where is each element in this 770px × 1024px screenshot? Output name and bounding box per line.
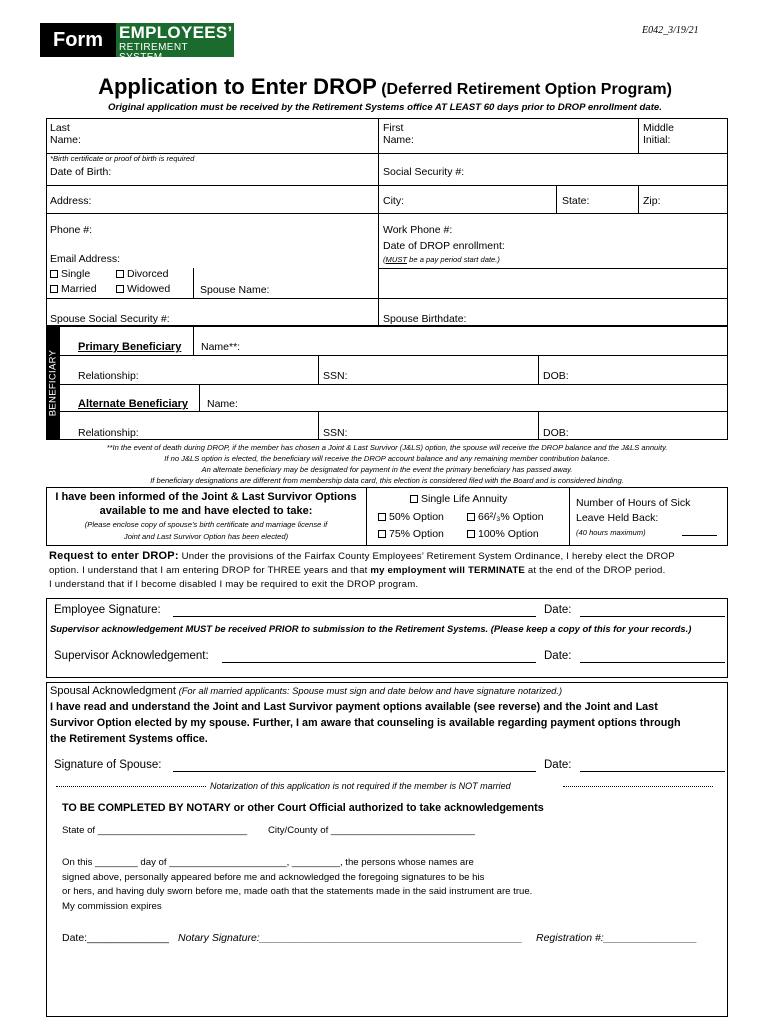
- note-line: If no J&LS option is elected, the beneficiary will receive the DROP account balance and any remaining member contribution balance.: [164, 454, 610, 463]
- single-life-checkbox[interactable]: [410, 495, 418, 503]
- primary-name-label[interactable]: Name**:: [201, 341, 241, 353]
- state-label[interactable]: State:: [562, 195, 590, 207]
- employee-date-field[interactable]: [580, 616, 725, 617]
- alternate-name-label[interactable]: Name:: [207, 398, 238, 410]
- ssn-label[interactable]: Social Security #:: [383, 166, 465, 178]
- option-100[interactable]: 100% Option: [467, 528, 539, 540]
- title-sub: (Deferred Retirement Option Program): [381, 81, 672, 98]
- option-75[interactable]: 75% Option: [378, 528, 444, 540]
- enclose-line-2: Joint and Last Survivor Option has been elected): [123, 532, 289, 541]
- note-line: **In the event of death during DROP, if the member has chosen a Joint & Last Survivor (J&LS) option, the spouse will receive the DROP balance and the J&LS annuity.: [106, 443, 668, 452]
- dob-label[interactable]: Date of Birth:: [50, 166, 112, 178]
- first-name-field[interactable]: [425, 130, 630, 148]
- sick-leave-field[interactable]: [682, 535, 717, 536]
- primary-ssn-label[interactable]: SSN:: [323, 370, 348, 382]
- option-66[interactable]: 66²/₃% Option: [467, 511, 544, 523]
- logo-ers-block: [116, 23, 234, 63]
- logo-form-label: Form: [40, 23, 116, 57]
- form-code: E042_3/19/21: [642, 25, 699, 36]
- last-name-field[interactable]: [100, 130, 370, 148]
- city-label[interactable]: City:: [383, 195, 404, 207]
- single-checkbox[interactable]: [50, 270, 58, 278]
- notary-text: On this ________ day of ______________________, _________, the persons whose names are signed above, personally appeared before me and acknowledged the foregoing signatures to be his or hers, and having duly sworn before me, made oath that the statements made in the said instrument are true. My commission expires: [62, 857, 533, 912]
- sick-leave-label-1: Number of Hours of Sick: [576, 497, 691, 509]
- notary-divider-right: [563, 786, 713, 787]
- spouse-name-label[interactable]: Spouse Name:: [200, 284, 270, 296]
- zip-label[interactable]: Zip:: [643, 195, 661, 207]
- notary-state[interactable]: State of ____________________________: [62, 825, 248, 836]
- informed-line-2: available to me and have elected to take:: [99, 505, 313, 517]
- employee-signature-label: Employee Signature:: [54, 604, 161, 616]
- note-line: If beneficiary designations are different from membership data card, this election is considered filed with the Board and is considered binding.: [150, 476, 624, 485]
- widowed-checkbox[interactable]: [116, 285, 124, 293]
- supervisor-date-label: Date:: [544, 650, 572, 662]
- title-main: Application to Enter DROP: [98, 74, 377, 99]
- work-phone-label[interactable]: Work Phone #:: [383, 224, 453, 236]
- supervisor-note: Supervisor acknowledgement MUST be received PRIOR to submission to the Retirement Systems. (Please keep a copy of this for your records.): [50, 623, 692, 634]
- notarization-note: Notarization of this application is not required if the member is NOT married: [210, 781, 511, 791]
- spousal-text: I have read and understand the Joint and Last Survivor payment options available (see reverse) and the Joint and Last Survivor Option elected by my spouse. Further, I am aware that counseling is available regarding payment options through the Retirement Systems office.: [50, 701, 681, 745]
- page-subtitle: Original application must be received by the Retirement Systems office AT LEAST 60 days prior to DROP enrollment date.: [108, 102, 662, 113]
- status-divorced[interactable]: Divorced: [116, 268, 168, 280]
- notary-registration[interactable]: Registration #:________________: [536, 932, 698, 944]
- status-widowed[interactable]: Widowed: [116, 283, 170, 295]
- spouse-date-field[interactable]: [580, 771, 725, 772]
- logo-line-2: RETIREMENT SYSTEM: [119, 42, 188, 63]
- married-checkbox[interactable]: [50, 285, 58, 293]
- alternate-relationship-label[interactable]: Relationship:: [78, 427, 139, 439]
- drop-date-label[interactable]: Date of DROP enrollment:: [383, 240, 505, 252]
- alternate-dob-label[interactable]: DOB:: [543, 427, 569, 439]
- spouse-date-label: Date:: [544, 759, 572, 771]
- option-100-checkbox[interactable]: [467, 530, 475, 538]
- page-title: [0, 74, 770, 100]
- status-single[interactable]: Single: [50, 268, 90, 280]
- notary-heading: TO BE COMPLETED BY NOTARY or other Court Official authorized to take acknowledgements: [62, 802, 544, 814]
- primary-dob-label[interactable]: DOB:: [543, 370, 569, 382]
- request-heading: Request to enter DROP:: [49, 550, 179, 562]
- last-name-label: Last Name:: [50, 122, 81, 146]
- notary-county[interactable]: City/County of ___________________________: [268, 825, 475, 836]
- ers-logo: [40, 23, 234, 63]
- notary-date[interactable]: Date:______________: [62, 932, 169, 944]
- single-life-option[interactable]: Single Life Annuity: [410, 493, 507, 505]
- employee-signature-field[interactable]: [173, 616, 536, 617]
- divorced-checkbox[interactable]: [116, 270, 124, 278]
- beneficiary-side-label: BENEFICIARY: [46, 326, 60, 440]
- spouse-birthdate-label[interactable]: Spouse Birthdate:: [383, 313, 467, 325]
- notary-signature[interactable]: Notary Signature:_____________________________________________: [178, 932, 523, 944]
- middle-initial-label: Middle Initial:: [643, 122, 674, 146]
- primary-relationship-label[interactable]: Relationship:: [78, 370, 139, 382]
- spouse-ssn-label[interactable]: Spouse Social Security #:: [50, 313, 170, 325]
- request-paragraph: Request to enter DROP: Under the provisions of the Fairfax County Employees’ Retirement System Ordinance, I hereby elect the DROP option. I understand that I am entering DROP for THREE years and that my employment will TERMINATE at the end of the DROP period. I understand that if I become disabled I may be required to exit the DROP program.: [49, 550, 675, 590]
- spouse-signature-field[interactable]: [173, 771, 536, 772]
- informed-line-1: I have been informed of the Joint & Last Survivor Options: [55, 491, 357, 503]
- status-married[interactable]: Married: [50, 283, 97, 295]
- beneficiary-notes: [46, 442, 728, 486]
- alternate-ssn-label[interactable]: SSN:: [323, 427, 348, 439]
- birth-note: *Birth certificate or proof of birth is required: [50, 154, 195, 163]
- enclose-line-1: (Please enclose copy of spouse’s birth certificate and marriage license if: [84, 520, 328, 529]
- address-label[interactable]: Address:: [50, 195, 92, 207]
- spousal-heading: Spousal Acknowledgment (For all married applicants: Spouse must sign and date below and have signature notarized.): [50, 685, 563, 697]
- employee-date-label: Date:: [544, 604, 572, 616]
- supervisor-date-field[interactable]: [580, 662, 725, 663]
- option-50[interactable]: 50% Option: [378, 511, 444, 523]
- sick-leave-note: (40 hours maximum): [576, 528, 646, 537]
- phone-label[interactable]: Phone #:: [50, 224, 93, 236]
- primary-beneficiary-heading: Primary Beneficiary: [78, 341, 182, 353]
- alternate-beneficiary-heading: Alternate Beneficiary: [78, 398, 189, 410]
- logo-line-1: EMPLOYEES’: [119, 23, 233, 42]
- sick-leave-label-2: Leave Held Back:: [576, 512, 659, 524]
- note-line: An alternate beneficiary may be designated for payment in the event the primary beneficiary has passed away.: [201, 465, 573, 474]
- spouse-signature-label: Signature of Spouse:: [54, 759, 162, 771]
- first-name-label: First Name:: [383, 122, 414, 146]
- option-66-checkbox[interactable]: [467, 513, 475, 521]
- option-75-checkbox[interactable]: [378, 530, 386, 538]
- supervisor-signature-field[interactable]: [222, 662, 536, 663]
- drop-date-note: (MUST be a pay period start date.): [383, 255, 500, 264]
- option-50-checkbox[interactable]: [378, 513, 386, 521]
- email-label[interactable]: Email Address:: [50, 253, 121, 265]
- supervisor-label: Supervisor Acknowledgement:: [54, 650, 209, 662]
- notary-divider-left: [56, 786, 206, 787]
